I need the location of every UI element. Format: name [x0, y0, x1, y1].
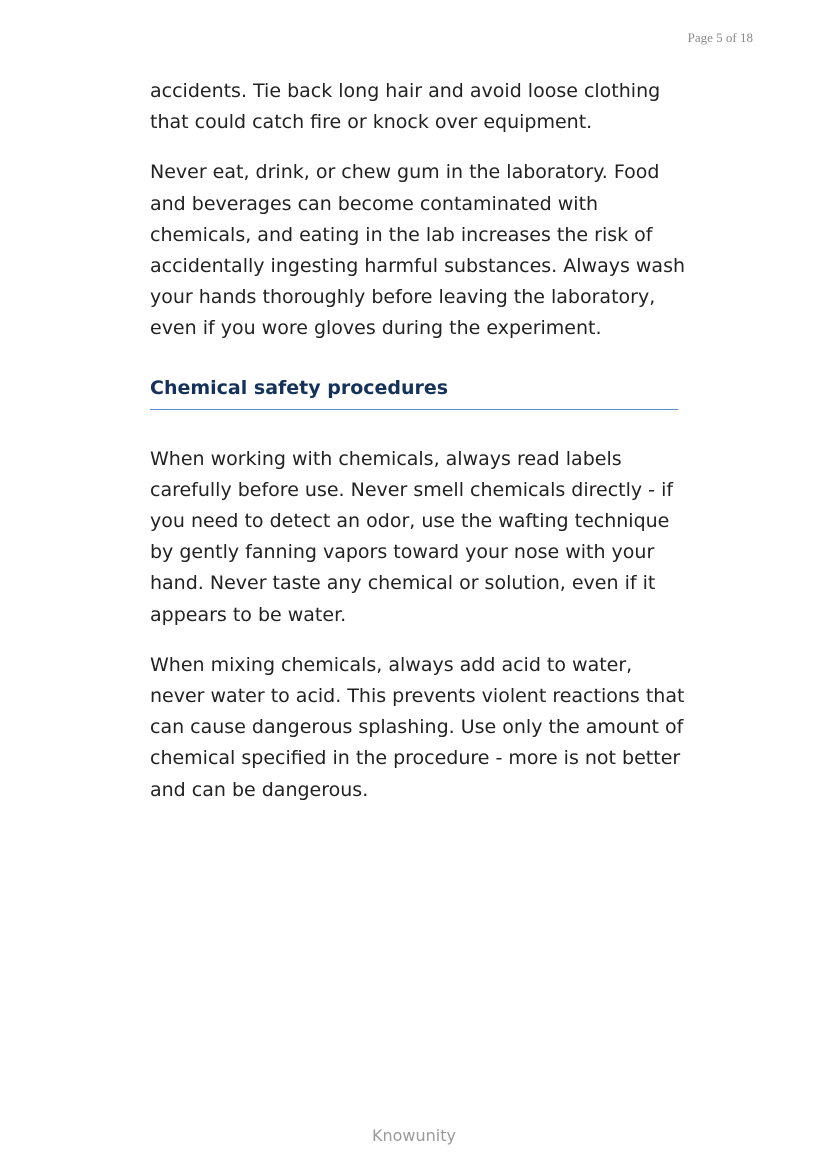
paragraph: accidents. Tie back long hair and avoid loose clothing that could catch fire or knock over equipment. [150, 80, 661, 134]
section-heading: Chemical safety procedures [150, 376, 678, 410]
paragraph: When working with chemicals, always read labels carefully before use. Never smell chemicals directly - if you need to detect an odor, use the wafting technique by gently fanning vapors toward your nose with your hand. Never taste any chemical or solution, even if it appears to be water. [150, 447, 674, 626]
paragraph: When mixing chemicals, always add acid to water, never water to acid. This prevents violent reactions that can cause dangerous splashing. Use only the amount of chemical specified in the procedure - more is not better and can be dangerous. [150, 653, 685, 801]
page-indicator: Page 5 of 18 [687, 30, 753, 45]
paragraph: Never eat, drink, or chew gum in the laboratory. Food and beverages can become contaminated with chemicals, and eating in the lab increases the risk of accidentally ingesting harmful substances. Always wash your hands thoroughly before leaving the laboratory, even if you wore gloves during the experiment. [150, 161, 686, 340]
footer-brand: Knowunity [372, 1126, 456, 1145]
section-body [150, 444, 690, 806]
page-content [150, 76, 690, 825]
